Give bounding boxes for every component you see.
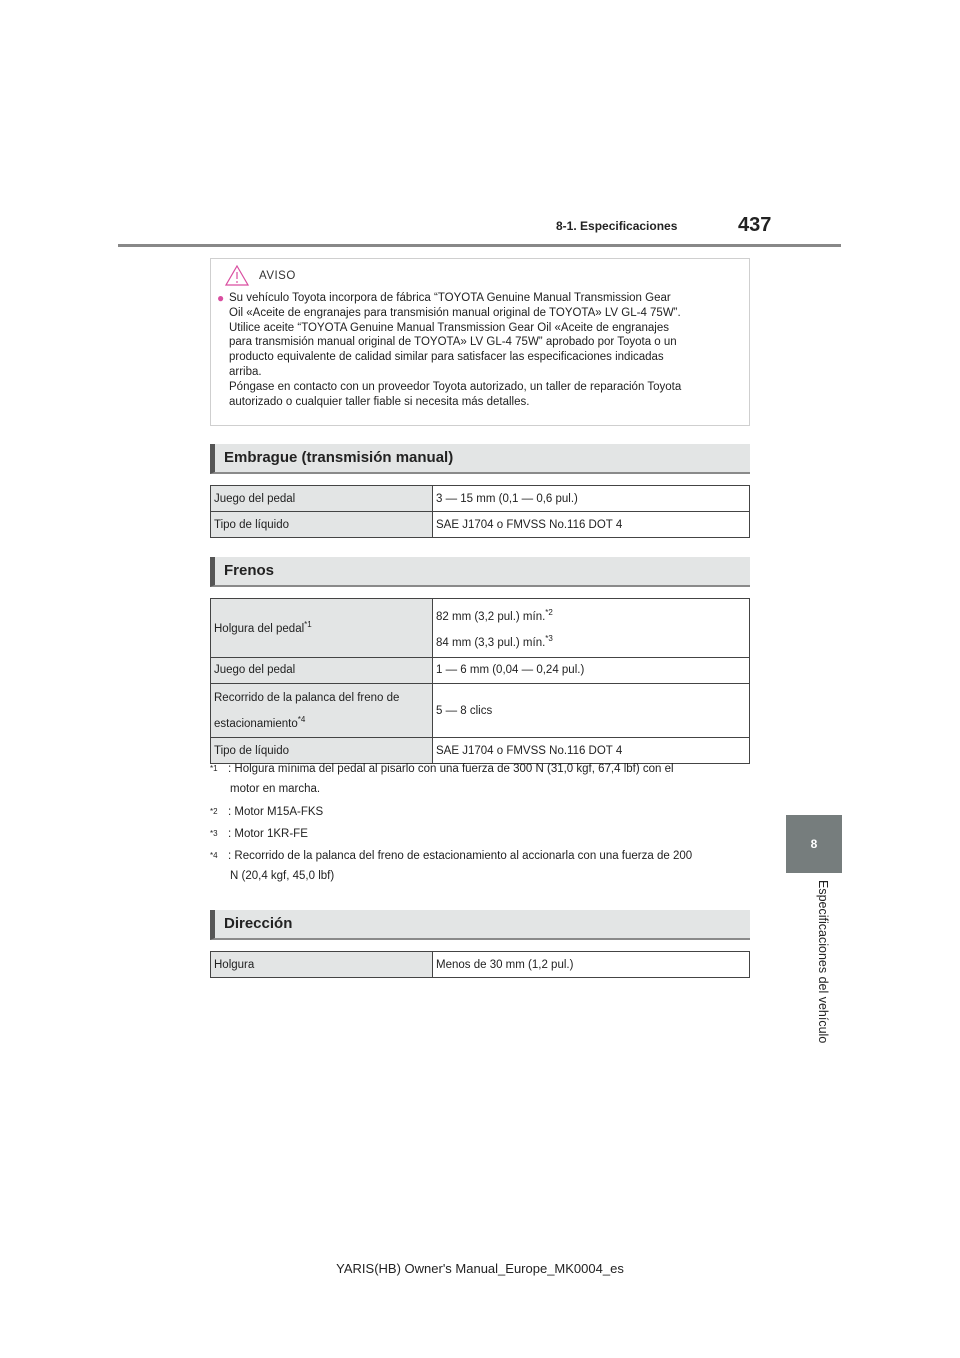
- table-row: [211, 599, 750, 658]
- spec-value: [433, 599, 750, 658]
- table-row: [211, 952, 750, 978]
- footnote-mark-text: *2: [210, 807, 218, 816]
- table-row: [211, 486, 750, 512]
- chapter-title-text: Especificaciones del vehículo: [816, 880, 830, 1044]
- warning-line: Utilice aceite “TOYOTA Genuine Manual Transmission Gear Oil «Aceite de engranajes: [229, 321, 669, 334]
- footnote-text: [228, 759, 674, 799]
- free-play-label: Holgura del pedal: [214, 623, 305, 636]
- spec-label: Tipo de líquido: [211, 512, 433, 538]
- value-text: 82 mm (3,2 pul.) mín.: [436, 610, 546, 623]
- footnote-mark: [210, 802, 228, 826]
- spec-label: [211, 683, 433, 738]
- footnote-text: [228, 846, 692, 886]
- warning-line: producto equivalente de calidad similar para satisfacer las especificaciones indicadas: [229, 351, 664, 364]
- table-row: [211, 512, 750, 538]
- spec-label: Holgura: [211, 952, 433, 978]
- warning-body: [217, 291, 739, 409]
- steering-title: Dirección: [224, 915, 293, 932]
- section-label: 8-1. Especificaciones: [556, 219, 678, 233]
- table-row: [211, 657, 750, 683]
- warning-header: [225, 265, 296, 286]
- footer-manual-id: [0, 1261, 960, 1276]
- footnote-mark: *1: [304, 620, 312, 630]
- footnote-text: : Motor M15A-FKS: [228, 806, 324, 818]
- footnote-line: : Holgura mínima del pedal al pisarlo con una fuerza de 300 N (31,0 kgf, 67,4 lbf) con el: [228, 763, 674, 775]
- spec-value: 5 — 8 clics: [433, 683, 750, 738]
- footnote-mark-text: *3: [210, 829, 218, 838]
- brakes-table: [210, 598, 750, 764]
- steering-heading: [210, 910, 750, 940]
- warning-line: Oil «Aceite de engranajes para transmisión manual original de TOYOTA» LV GL-4 75W”.: [229, 306, 681, 319]
- footnote-mark: *4: [297, 714, 306, 724]
- warning-line: arriba.: [229, 365, 262, 378]
- warning-line: Póngase en contacto con un proveedor Toyota autorizado, un taller de reparación Toyota: [229, 380, 682, 393]
- lever-label-text: estacionamiento: [214, 717, 298, 730]
- footnote: [210, 802, 750, 826]
- footnote-line: : Recorrido de la palanca del freno de estacionamiento al accionarla con una fuerza de 200: [228, 850, 693, 862]
- clutch-table: [210, 485, 750, 538]
- spec-value: SAE J1704 o FMVSS No.116 DOT 4: [433, 512, 750, 538]
- footer-text: YARIS(HB) Owner's Manual_Europe_MK0004_es: [336, 1261, 624, 1276]
- brakes-heading: [210, 557, 750, 587]
- footnote-line: motor en marcha.: [230, 783, 321, 795]
- spec-label: [211, 599, 433, 658]
- lever-label-line: [214, 709, 429, 735]
- warning-line: para transmisión manual original de TOYOTA» LV GL-4 75W” aprobado por Toyota o un: [229, 336, 677, 349]
- footnote-mark: [210, 759, 228, 799]
- footnote: [210, 824, 750, 848]
- warning-line: Su vehículo Toyota incorpora de fábrica “TOYOTA Genuine Manual Transmission Gear: [229, 292, 671, 304]
- chapter-tab: 8: [786, 815, 842, 873]
- spec-value: Menos de 30 mm (1,2 pul.): [433, 952, 750, 978]
- footnote-text: : Motor 1KR-FE: [228, 828, 308, 840]
- footnote-mark: *2: [545, 608, 553, 617]
- spec-label: Tipo de líquido: [211, 738, 433, 764]
- clutch-heading: [210, 444, 750, 474]
- spec-label: Juego del pedal: [211, 486, 433, 512]
- footnote-mark: [210, 824, 228, 848]
- brakes-title: Frenos: [224, 562, 275, 579]
- footnote-mark-text: *4: [210, 851, 218, 860]
- warning-text: [229, 291, 739, 409]
- warning-title: AVISO: [259, 269, 296, 282]
- lever-label-line: Recorrido de la palanca del freno de: [214, 691, 400, 704]
- spec-value: 3 — 15 mm (0,1 — 0,6 pul.): [433, 486, 750, 512]
- steering-table: [210, 951, 750, 978]
- bullet-icon: ●: [217, 291, 225, 305]
- free-play-value-1: [436, 602, 746, 628]
- warning-line: autorizado o cualquier taller fiable si necesita más detalles.: [229, 395, 530, 408]
- spec-value: 1 — 6 mm (0,04 — 0,24 pul.): [433, 657, 750, 683]
- footnote: [210, 759, 750, 799]
- header-divider: [118, 244, 841, 247]
- footnote-mark: *3: [545, 633, 553, 643]
- value-text: 84 mm (3,3 pul.) mín.: [436, 636, 546, 649]
- footnote: [210, 846, 750, 886]
- warning-triangle-icon: [225, 265, 249, 286]
- spec-label: Juego del pedal: [211, 657, 433, 683]
- warning-box: [210, 258, 750, 426]
- page-number: 437: [738, 214, 772, 236]
- clutch-title: Embrague (transmisión manual): [224, 449, 454, 466]
- table-row: [211, 683, 750, 738]
- free-play-value-2: [436, 628, 746, 654]
- footnote-line: N (20,4 kgf, 45,0 lbf): [230, 870, 335, 882]
- chapter-side-title: [812, 880, 836, 1060]
- footnote-mark-text: *1: [210, 764, 218, 773]
- spec-value: SAE J1704 o FMVSS No.116 DOT 4: [433, 738, 750, 764]
- footnote-mark: [210, 846, 228, 886]
